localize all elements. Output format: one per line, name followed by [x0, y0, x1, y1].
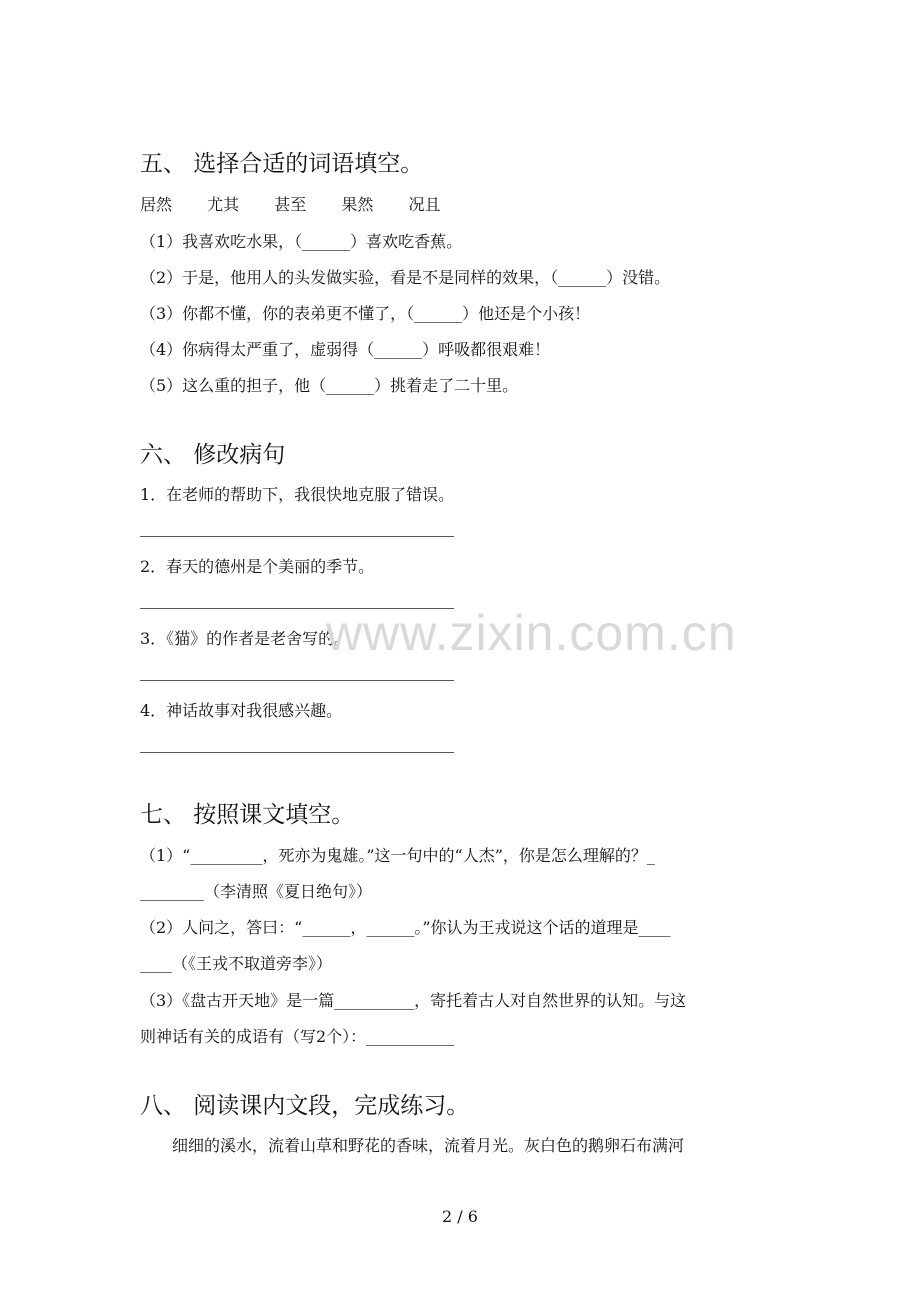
- page-number: 2 / 6: [442, 1207, 478, 1226]
- watermark: www.zixin.com.cn: [326, 605, 737, 661]
- sentence-item: 3．《猫》的作者是老舍写的。: [140, 629, 351, 648]
- word-option: 甚至: [274, 195, 307, 214]
- answer-line: [140, 752, 454, 753]
- word-bank: [140, 192, 470, 215]
- question-line: ________（李清照《夏日绝句》）: [140, 882, 373, 901]
- word-option: 况且: [408, 195, 441, 214]
- section-7-title: 七、 按照课文填空。: [140, 802, 355, 828]
- question-line: （5）这么重的担子，他（______）挑着走了二十里。: [140, 376, 519, 395]
- section-8-title: 八、 阅读课内文段，完成练习。: [140, 1093, 470, 1119]
- question-line: （1）“_________，死亦为鬼雄。”这一句中的“人杰”，你是怎么理解的？_: [140, 846, 655, 865]
- question-line: （2）人问之，答曰：“______，______。”你认为王戎说这个话的道理是____: [140, 918, 671, 937]
- section-5-title: 五、 选择合适的词语填空。: [140, 151, 424, 177]
- question-line: （1）我喜欢吃水果，（______）喜欢吃香蕉。: [140, 232, 463, 251]
- sentence-item: 2．春天的德州是个美丽的季节。: [140, 557, 375, 576]
- question-line: ____（《王戎不取道旁李》）: [140, 954, 333, 973]
- section-6-title: 六、 修改病句: [140, 442, 286, 468]
- reading-paragraph: 细细的溪水，流着山草和野花的香味，流着月光。灰白色的鹅卵石布满河: [172, 1136, 685, 1155]
- question-line: （3）你都不懂，你的表弟更不懂了，（______）他还是个小孩！: [140, 304, 591, 323]
- word-option: 尤其: [207, 195, 240, 214]
- answer-line: [140, 536, 454, 537]
- sentence-item: 4．神话故事对我很感兴趣。: [140, 701, 343, 720]
- question-line: （3）《盘古开天地》是一篇__________，寄托着古人对自然世界的认知。与这: [140, 991, 687, 1010]
- question-line: 则神话有关的成语有（写2个）：___________: [140, 1027, 455, 1046]
- answer-line: [140, 680, 454, 681]
- word-option: 居然: [140, 195, 173, 214]
- question-line: （4）你病得太严重了，虚弱得（______）呼吸都很艰难！: [140, 340, 551, 359]
- sentence-item: 1．在老师的帮助下，我很快地克服了错误。: [140, 485, 455, 504]
- question-line: （2）于是，他用人的头发做实验，看是不是同样的效果，（______）没错。: [140, 268, 671, 287]
- word-option: 果然: [341, 195, 374, 214]
